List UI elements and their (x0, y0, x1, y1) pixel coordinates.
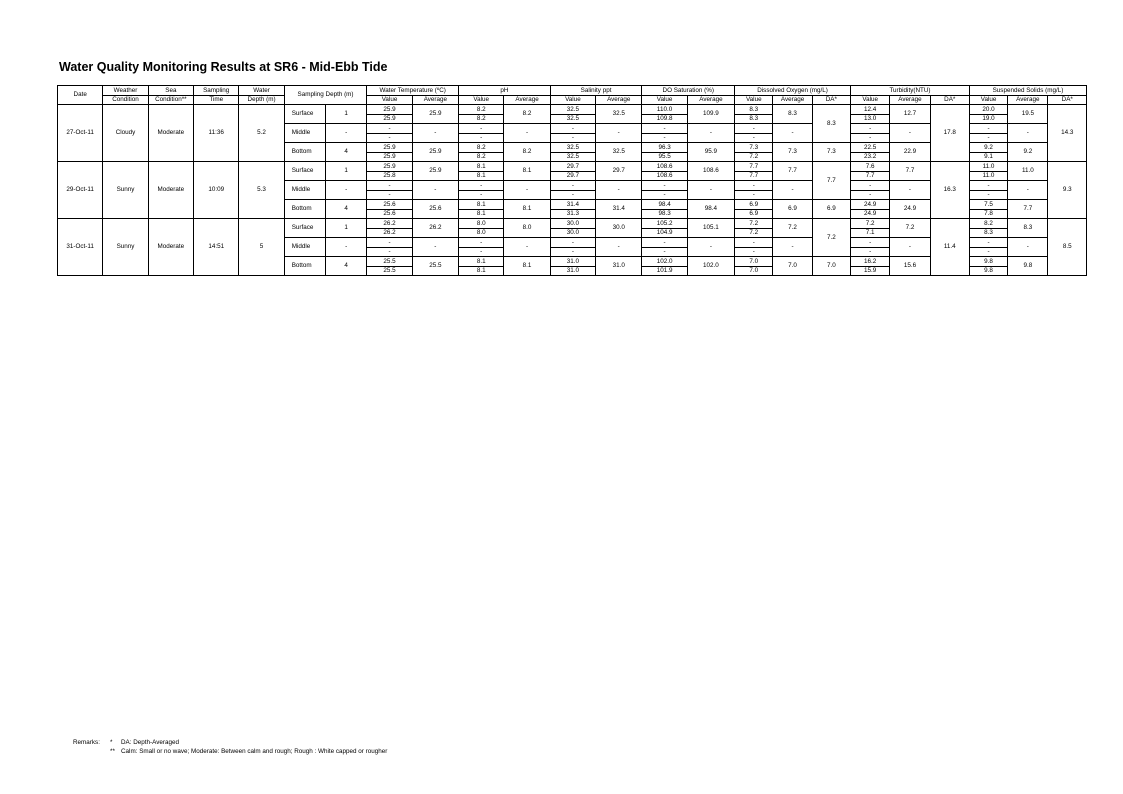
turbidity-values: 24.9 24.9 (851, 200, 890, 219)
water-depth-cell: 5.3 (239, 162, 284, 219)
water-depth-cell: 5 (239, 219, 284, 276)
do-saturation-values: - - (642, 124, 687, 143)
do-average: - (773, 124, 812, 143)
ph-average: - (504, 238, 550, 257)
ss-values: 9.8 9.8 (969, 257, 1007, 276)
table-row (58, 105, 1087, 124)
salinity-values: 29.7 29.7 (550, 162, 595, 181)
ss-values: - - (969, 124, 1007, 143)
depth-label: Bottom (284, 200, 325, 219)
water-quality-table (57, 85, 1087, 276)
ph-values: 8.2 8.2 (459, 105, 504, 124)
time-cell: 14:51 (194, 219, 239, 276)
turbidity-average: 22.9 (890, 143, 930, 162)
turbidity-values: - - (851, 181, 890, 200)
turbidity-values: 22.5 23.2 (851, 143, 890, 162)
record-group (58, 105, 1087, 162)
salinity-average: 31.4 (596, 200, 642, 219)
do-saturation-values: 96.3 95.5 (642, 143, 687, 162)
ss-average: - (1008, 124, 1048, 143)
remark-text: Calm: Small or no wave; Moderate: Between calm and rough; Rough : White capped or rougher (121, 747, 388, 755)
header-group-salinity: Salinity ppt (550, 86, 642, 96)
do-average: 6.9 (773, 200, 812, 219)
subhead-value: Value (642, 95, 687, 105)
salinity-average: - (596, 181, 642, 200)
table-row (58, 219, 1087, 238)
do-da-bottom: 7.3 (812, 143, 850, 162)
depth-label: Surface (284, 105, 325, 124)
subhead-average: Average (504, 95, 550, 105)
temp-average: 25.6 (412, 200, 458, 219)
turbidity-values: 16.2 15.9 (851, 257, 890, 276)
do-values: 7.0 7.0 (735, 257, 773, 276)
temp-average: - (412, 238, 458, 257)
turbidity-average: 7.2 (890, 219, 930, 238)
do-da: 7.2 (812, 219, 850, 257)
temp-values: 25.9 25.8 (367, 162, 412, 181)
do-average: 8.3 (773, 105, 812, 124)
header-weather-2: Condition (103, 95, 148, 105)
ph-values: 8.2 8.2 (459, 143, 504, 162)
header-water-depth: Water (239, 86, 284, 96)
ph-values: - - (459, 238, 504, 257)
do-saturation-average: 95.9 (687, 143, 734, 162)
record-group (58, 219, 1087, 276)
do-average: 7.7 (773, 162, 812, 181)
do-values: 6.9 6.9 (735, 200, 773, 219)
header-row-subheads (58, 95, 1087, 105)
do-saturation-average: 108.6 (687, 162, 734, 181)
sea-cell: Moderate (148, 105, 193, 162)
ph-values: 8.1 8.1 (459, 162, 504, 181)
do-values: 8.3 8.3 (735, 105, 773, 124)
do-saturation-average: 109.9 (687, 105, 734, 124)
do-da: 7.7 (812, 162, 850, 200)
temp-average: - (412, 181, 458, 200)
ss-average: - (1008, 181, 1048, 200)
ss-average: 9.8 (1008, 257, 1048, 276)
weather-cell: Sunny (103, 162, 148, 219)
turbidity-da: 17.8 (930, 105, 969, 162)
do-values: - - (735, 124, 773, 143)
turbidity-average: - (890, 124, 930, 143)
ph-average: 8.2 (504, 105, 550, 124)
date-cell: 29-Oct-11 (58, 162, 103, 219)
turbidity-da: 11.4 (930, 219, 969, 276)
header-sea-2: Condition** (148, 95, 193, 105)
subhead-average: Average (1008, 95, 1048, 105)
ph-values: - - (459, 124, 504, 143)
depth-label: Middle (284, 238, 325, 257)
temp-values: - - (367, 124, 412, 143)
date-cell: 27-Oct-11 (58, 105, 103, 162)
subhead-value: Value (735, 95, 773, 105)
temp-values: 25.5 25.5 (367, 257, 412, 276)
page-title: Water Quality Monitoring Results at SR6 - Mid-Ebb Tide (59, 60, 388, 74)
salinity-values: 31.0 31.0 (550, 257, 595, 276)
ph-values: 8.1 8.1 (459, 257, 504, 276)
header-sampling-depth: Sampling Depth (m) (284, 86, 367, 105)
header-group-temperature: Water Temperature (ºC) (367, 86, 459, 96)
depth-value: 4 (326, 143, 367, 162)
temp-values: 25.9 25.9 (367, 143, 412, 162)
turbidity-values: - - (851, 124, 890, 143)
sea-cell: Moderate (148, 162, 193, 219)
do-saturation-values: 102.0 101.9 (642, 257, 687, 276)
ss-average: 9.2 (1008, 143, 1048, 162)
depth-value: 1 (326, 219, 367, 238)
salinity-average: 32.5 (596, 105, 642, 124)
do-saturation-values: 105.2 104.9 (642, 219, 687, 238)
subhead-value: Value (550, 95, 595, 105)
do-values: 7.3 7.2 (735, 143, 773, 162)
do-average: 7.0 (773, 257, 812, 276)
do-values: 7.7 7.7 (735, 162, 773, 181)
ss-da: 9.3 (1048, 162, 1087, 219)
do-values: - - (735, 238, 773, 257)
salinity-values: 32.5 32.5 (550, 105, 595, 124)
depth-label: Bottom (284, 143, 325, 162)
do-saturation-average: - (687, 124, 734, 143)
temp-values: 25.9 25.9 (367, 105, 412, 124)
remark-line (110, 748, 387, 757)
temp-average: 26.2 (412, 219, 458, 238)
header-row-groups (58, 86, 1087, 96)
header-group-do-saturation: DO Saturation (%) (642, 86, 735, 96)
table-row (58, 162, 1087, 181)
ss-average: 19.5 (1008, 105, 1048, 124)
header-group-suspended-solids: Suspended Solids (mg/L) (969, 86, 1086, 96)
turbidity-average: 12.7 (890, 105, 930, 124)
ss-da: 14.3 (1048, 105, 1087, 162)
depth-label: Surface (284, 219, 325, 238)
header-sampling-time-2: Time (194, 95, 239, 105)
turbidity-values: 12.4 13.0 (851, 105, 890, 124)
weather-cell: Cloudy (103, 105, 148, 162)
turbidity-values: 7.2 7.1 (851, 219, 890, 238)
header-date: Date (58, 86, 103, 105)
date-cell: 31-Oct-11 (58, 219, 103, 276)
temp-values: 25.6 25.6 (367, 200, 412, 219)
turbidity-average: 7.7 (890, 162, 930, 181)
ss-values: 11.0 11.0 (969, 162, 1007, 181)
do-saturation-average: - (687, 238, 734, 257)
ph-values: - - (459, 181, 504, 200)
do-average: - (773, 181, 812, 200)
turbidity-average: 15.6 (890, 257, 930, 276)
do-average: 7.3 (773, 143, 812, 162)
temp-average: 25.9 (412, 105, 458, 124)
remarks-label: Remarks: (73, 739, 100, 746)
ph-average: 8.1 (504, 200, 550, 219)
water-depth-cell: 5.2 (239, 105, 284, 162)
ss-average: 8.3 (1008, 219, 1048, 238)
salinity-values: 30.0 30.0 (550, 219, 595, 238)
subhead-average: Average (773, 95, 812, 105)
turbidity-average: - (890, 181, 930, 200)
remark-mark: ** (110, 747, 115, 755)
salinity-values: - - (550, 124, 595, 143)
do-saturation-values: 110.0 109.8 (642, 105, 687, 124)
salinity-average: - (596, 124, 642, 143)
temp-values: - - (367, 238, 412, 257)
remark-line (110, 739, 387, 748)
temp-average: 25.5 (412, 257, 458, 276)
depth-value: 1 (326, 162, 367, 181)
depth-value: 1 (326, 105, 367, 124)
turbidity-values: 7.6 7.7 (851, 162, 890, 181)
time-cell: 10:09 (194, 162, 239, 219)
header-group-dissolved-oxygen: Dissolved Oxygen (mg/L) (735, 86, 851, 96)
ph-values: 8.1 8.1 (459, 200, 504, 219)
temp-values: 26.2 26.2 (367, 219, 412, 238)
header-weather: Weather (103, 86, 148, 96)
ss-values: 8.2 8.3 (969, 219, 1007, 238)
sea-cell: Moderate (148, 219, 193, 276)
subhead-da: DA* (1048, 95, 1087, 105)
do-saturation-average: 105.1 (687, 219, 734, 238)
ss-values: 20.0 19.0 (969, 105, 1007, 124)
ss-values: - - (969, 181, 1007, 200)
depth-label: Bottom (284, 257, 325, 276)
header-group-turbidity: Turbidity(NTU) (851, 86, 970, 96)
header-group-ph: pH (459, 86, 551, 96)
depth-value: - (326, 238, 367, 257)
ss-values: 7.5 7.8 (969, 200, 1007, 219)
depth-value: - (326, 124, 367, 143)
do-saturation-values: 98.4 98.3 (642, 200, 687, 219)
subhead-average: Average (687, 95, 734, 105)
subhead-value: Value (367, 95, 412, 105)
temp-values: - - (367, 181, 412, 200)
do-saturation-values: - - (642, 181, 687, 200)
subhead-value: Value (851, 95, 890, 105)
header-water-depth-2: Depth (m) (239, 95, 284, 105)
subhead-value: Value (459, 95, 504, 105)
turbidity-average: - (890, 238, 930, 257)
ph-average: - (504, 124, 550, 143)
ss-average: 11.0 (1008, 162, 1048, 181)
ss-values: 9.2 9.1 (969, 143, 1007, 162)
ph-average: 8.1 (504, 162, 550, 181)
depth-label: Middle (284, 181, 325, 200)
do-saturation-average: 98.4 (687, 200, 734, 219)
record-group (58, 162, 1087, 219)
salinity-average: 31.0 (596, 257, 642, 276)
do-values: - - (735, 181, 773, 200)
ph-average: 8.1 (504, 257, 550, 276)
temp-average: 25.9 (412, 162, 458, 181)
depth-label: Surface (284, 162, 325, 181)
depth-value: 4 (326, 257, 367, 276)
ss-da: 8.5 (1048, 219, 1087, 276)
ss-average: - (1008, 238, 1048, 257)
do-average: 7.2 (773, 219, 812, 238)
do-values: 7.2 7.2 (735, 219, 773, 238)
do-saturation-values: 108.6 108.6 (642, 162, 687, 181)
header-sea: Sea (148, 86, 193, 96)
do-da: 8.3 (812, 105, 850, 143)
subhead-average: Average (596, 95, 642, 105)
salinity-values: - - (550, 238, 595, 257)
temp-average: - (412, 124, 458, 143)
salinity-values: - - (550, 181, 595, 200)
do-da-bottom: 7.0 (812, 257, 850, 276)
do-average: - (773, 238, 812, 257)
header-sampling-time: Sampling (194, 86, 239, 96)
depth-label: Middle (284, 124, 325, 143)
salinity-values: 32.5 32.5 (550, 143, 595, 162)
turbidity-da: 16.3 (930, 162, 969, 219)
turbidity-values: - - (851, 238, 890, 257)
do-da-bottom: 6.9 (812, 200, 850, 219)
depth-value: - (326, 181, 367, 200)
time-cell: 11:36 (194, 105, 239, 162)
turbidity-average: 24.9 (890, 200, 930, 219)
remark-text: DA: Depth-Averaged (121, 739, 179, 746)
salinity-average: - (596, 238, 642, 257)
ph-average: - (504, 181, 550, 200)
temp-average: 25.9 (412, 143, 458, 162)
ss-average: 7.7 (1008, 200, 1048, 219)
salinity-average: 32.5 (596, 143, 642, 162)
ph-values: 8.0 8.0 (459, 219, 504, 238)
do-saturation-average: 102.0 (687, 257, 734, 276)
ph-average: 8.0 (504, 219, 550, 238)
subhead-average: Average (890, 95, 930, 105)
weather-cell: Sunny (103, 219, 148, 276)
ph-average: 8.2 (504, 143, 550, 162)
depth-value: 4 (326, 200, 367, 219)
salinity-values: 31.4 31.3 (550, 200, 595, 219)
do-saturation-values: - - (642, 238, 687, 257)
subhead-da: DA* (930, 95, 969, 105)
do-saturation-average: - (687, 181, 734, 200)
ss-values: - - (969, 238, 1007, 257)
subhead-da: DA* (812, 95, 850, 105)
subhead-value: Value (969, 95, 1007, 105)
salinity-average: 29.7 (596, 162, 642, 181)
subhead-average: Average (412, 95, 458, 105)
salinity-average: 30.0 (596, 219, 642, 238)
remark-mark: * (110, 739, 113, 746)
